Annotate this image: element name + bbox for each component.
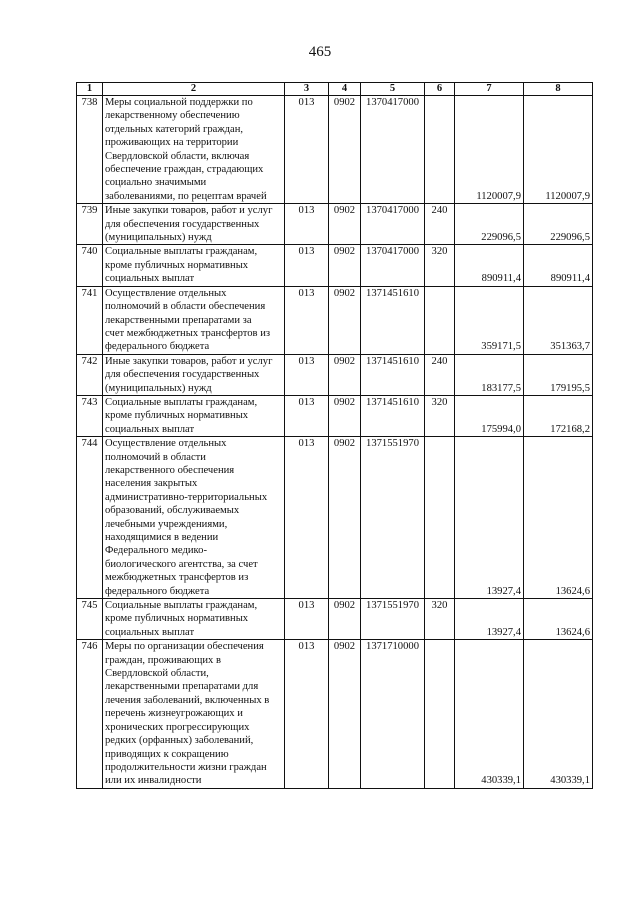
table-body [77, 96, 593, 789]
target-article-cell: 1371451610 [361, 395, 425, 436]
expense-type-cell: 320 [425, 245, 455, 286]
ministry-code-cell: 013 [285, 354, 329, 395]
row-name-line: продолжительности жизни граждан [105, 761, 267, 773]
ministry-code-cell: 013 [285, 286, 329, 354]
row-name-cell [103, 286, 285, 354]
row-number-cell: 744 [77, 437, 103, 599]
amount-col7-cell: 1120007,9 [455, 96, 524, 204]
expense-type-cell [425, 437, 455, 599]
row-number-cell: 741 [77, 286, 103, 354]
section-code-cell: 0902 [329, 96, 361, 204]
section-code-cell: 0902 [329, 354, 361, 395]
ministry-code-cell: 013 [285, 204, 329, 245]
row-name-line: Социальные выплаты гражданам, [105, 246, 258, 258]
amount-col7-cell: 13927,4 [455, 599, 524, 640]
row-name-line: полномочий в области [105, 451, 206, 463]
row-name-line: межбюджетных трансфертов из [105, 572, 249, 584]
header-cell: 6 [425, 83, 455, 96]
section-code-cell: 0902 [329, 640, 361, 788]
row-name-cell [103, 640, 285, 788]
row-name-cell [103, 354, 285, 395]
header-cell: 5 [361, 83, 425, 96]
row-number-cell: 746 [77, 640, 103, 788]
header-cell: 1 [77, 83, 103, 96]
row-name-line: населения закрытых [105, 478, 198, 490]
row-name-line: социальных выплат [105, 626, 195, 638]
amount-col7-cell: 183177,5 [455, 354, 524, 395]
section-code-cell: 0902 [329, 395, 361, 436]
row-name-line: Меры социальной поддержки по [105, 97, 253, 108]
amount-col8-cell: 13624,6 [524, 437, 593, 599]
row-name-line: федерального бюджета [105, 341, 210, 353]
row-name-line: заболеваниями, по рецептам врачей [105, 190, 267, 202]
amount-col7-cell: 13927,4 [455, 437, 524, 599]
row-name-line: лекарственными препаратами для [105, 681, 259, 693]
row-name-line: биологического агентства, за счет [105, 558, 258, 570]
header-cell: 2 [103, 83, 285, 96]
budget-table [76, 82, 593, 789]
row-name-line: образований, обслуживаемых [105, 505, 240, 517]
ministry-code-cell: 013 [285, 640, 329, 788]
row-name-line: отдельных категорий граждан, [105, 123, 244, 135]
row-name-cell [103, 395, 285, 436]
row-name-line: лечения заболеваний, включенных в [105, 694, 270, 706]
target-article-cell: 1371451610 [361, 354, 425, 395]
row-number-cell: 739 [77, 204, 103, 245]
row-name-cell [103, 599, 285, 640]
row-number-cell: 738 [77, 96, 103, 204]
row-name-cell [103, 245, 285, 286]
ministry-code-cell: 013 [285, 437, 329, 599]
ministry-code-cell: 013 [285, 245, 329, 286]
header-cell: 3 [285, 83, 329, 96]
amount-col8-cell: 351363,7 [524, 286, 593, 354]
target-article-cell: 1371551970 [361, 437, 425, 599]
row-name-line: обеспечение граждан, страдающих [105, 164, 264, 176]
target-article-cell: 1371710000 [361, 640, 425, 788]
row-name-line: федерального бюджета [105, 585, 210, 597]
header-row [77, 83, 593, 96]
amount-col8-cell: 1120007,9 [524, 96, 593, 204]
expense-type-cell: 320 [425, 395, 455, 436]
table-row [77, 245, 593, 286]
row-name-line: Свердловской области, [105, 668, 209, 680]
row-name-line: приводящих к сокращению [105, 748, 229, 760]
row-name-line: лекарственному обеспечению [105, 110, 240, 122]
row-name-line: полномочий в области обеспечения [105, 301, 266, 313]
row-name-line: кроме публичных нормативных [105, 410, 249, 422]
row-name-cell [103, 96, 285, 204]
row-name-line: Иные закупки товаров, работ и услуг [105, 205, 273, 217]
section-code-cell: 0902 [329, 286, 361, 354]
row-number-cell: 743 [77, 395, 103, 436]
row-name-line: (муниципальных) нужд [105, 232, 212, 244]
table-row [77, 437, 593, 599]
row-name-line: проживающих на территории [105, 137, 239, 149]
row-name-line: перечень жизнеугрожающих и [105, 708, 243, 720]
header-cell: 7 [455, 83, 524, 96]
table-row [77, 354, 593, 395]
row-name-line: кроме публичных нормативных [105, 259, 249, 271]
section-code-cell: 0902 [329, 437, 361, 599]
expense-type-cell [425, 96, 455, 204]
table-row [77, 395, 593, 436]
row-name-line: Осуществление отдельных [105, 438, 227, 450]
row-name-line: Иные закупки товаров, работ и услуг [105, 355, 273, 367]
row-name-cell [103, 204, 285, 245]
expense-type-cell [425, 286, 455, 354]
amount-col7-cell: 229096,5 [455, 204, 524, 245]
row-name-line: социальных выплат [105, 423, 195, 435]
row-name-line: Социальные выплаты гражданам, [105, 600, 258, 612]
row-name-line: граждан, проживающих в [105, 654, 221, 666]
row-name-line: социально значимыми [105, 177, 207, 189]
row-name-line: счет межбюджетных трансфертов из [105, 327, 271, 339]
row-name-line: социальных выплат [105, 273, 195, 285]
amount-col7-cell: 175994,0 [455, 395, 524, 436]
row-name-line: административно-территориальных [105, 491, 268, 503]
page-number: 465 [308, 44, 332, 60]
expense-type-cell [425, 640, 455, 788]
header-cell: 4 [329, 83, 361, 96]
row-name-line: Социальные выплаты гражданам, [105, 396, 258, 408]
table-row [77, 286, 593, 354]
row-name-line: Осуществление отдельных [105, 287, 227, 299]
section-code-cell: 0902 [329, 204, 361, 245]
amount-col7-cell: 430339,1 [455, 640, 524, 788]
ministry-code-cell: 013 [285, 395, 329, 436]
row-name-line: находящимися в ведении [105, 532, 219, 543]
amount-col8-cell: 430339,1 [524, 640, 593, 788]
expense-type-cell: 240 [425, 354, 455, 395]
row-name-line: Свердловской области, включая [105, 150, 250, 162]
amount-col8-cell: 179195,5 [524, 354, 593, 395]
row-name-line: или их инвалидности [105, 775, 202, 787]
row-name-line: Меры по организации обеспечения [105, 641, 264, 653]
row-number-cell: 745 [77, 599, 103, 640]
target-article-cell: 1370417000 [361, 204, 425, 245]
amount-col8-cell: 890911,4 [524, 245, 593, 286]
target-article-cell: 1371451610 [361, 286, 425, 354]
table-row [77, 599, 593, 640]
row-name-line: Федерального медико- [105, 545, 207, 557]
row-name-line: лечебными учреждениями, [105, 518, 228, 530]
amount-col8-cell: 172168,2 [524, 395, 593, 436]
row-name-line: кроме публичных нормативных [105, 613, 249, 625]
row-name-line: лекарственного обеспечения [105, 464, 235, 476]
ministry-code-cell: 013 [285, 599, 329, 640]
expense-type-cell: 240 [425, 204, 455, 245]
row-name-line: для обеспечения государственных [105, 218, 260, 230]
amount-col8-cell: 229096,5 [524, 204, 593, 245]
row-number-cell: 742 [77, 354, 103, 395]
row-name-line: (муниципальных) нужд [105, 382, 212, 394]
amount-col8-cell: 13624,6 [524, 599, 593, 640]
row-number-cell: 740 [77, 245, 103, 286]
table-row [77, 640, 593, 788]
header-cell: 8 [524, 83, 593, 96]
row-name-cell [103, 437, 285, 599]
target-article-cell: 1370417000 [361, 245, 425, 286]
expense-type-cell: 320 [425, 599, 455, 640]
row-name-line: редких (орфанных) заболеваний, [105, 735, 254, 747]
target-article-cell: 1371551970 [361, 599, 425, 640]
row-name-line: лекарственными препаратами за [105, 314, 252, 326]
section-code-cell: 0902 [329, 245, 361, 286]
section-code-cell: 0902 [329, 599, 361, 640]
row-name-line: хронических прогрессирующих [105, 721, 250, 733]
table-row [77, 96, 593, 204]
row-name-line: для обеспечения государственных [105, 369, 260, 381]
target-article-cell: 1370417000 [361, 96, 425, 204]
amount-col7-cell: 890911,4 [455, 245, 524, 286]
amount-col7-cell: 359171,5 [455, 286, 524, 354]
ministry-code-cell: 013 [285, 96, 329, 204]
table-row [77, 204, 593, 245]
